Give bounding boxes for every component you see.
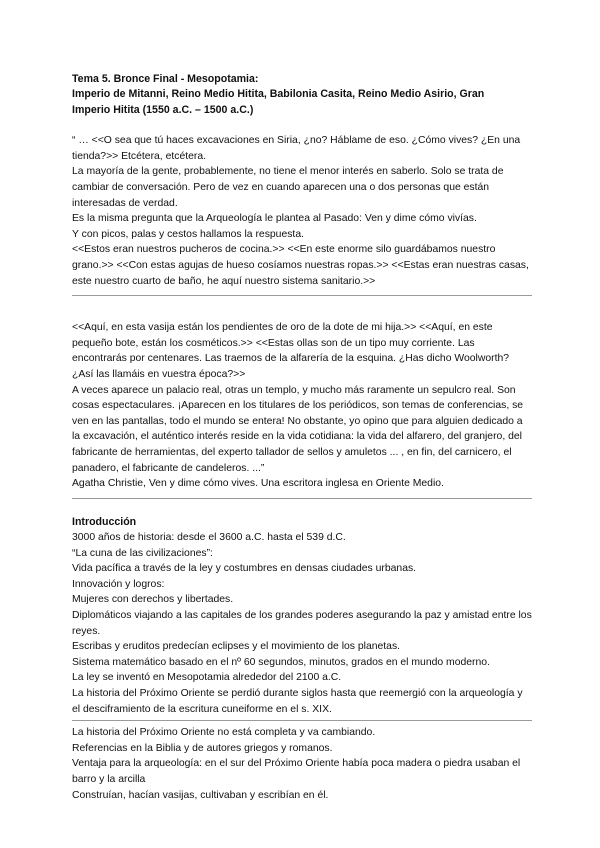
paragraph: Y con picos, palas y cestos hallamos la respuesta. <box>72 228 304 240</box>
intro-line: “La cuna de las civilizaciones”: <box>72 547 213 559</box>
intro-line: Innovación y logros: <box>72 578 165 590</box>
document-title <box>72 72 532 118</box>
paragraph: A veces aparece un palacio real, otras un templo, y mucho más raramente un sepulcro real. Son cosas espectaculares. ¡Aparecen en los titulares de los periódicos, son temas de conferencias, se ven en las pantallas, todo el mundo se entera! No obstante, yo opino que para alguien dedicado a la excavación, el auténtico interés reside en la vida cotidiana: la vida del alfarero, del granjero, del fabricante de herramientas, del experto tallador de sellos y amuletos ... , en fin, del carnicero, el panadero, el fabricante de candeleros. ...” <box>72 384 524 474</box>
horizontal-rule <box>72 498 532 499</box>
quote-section-2 <box>72 320 532 492</box>
intro-line: 3000 años de historia: desde el 3600 a.C. hasta el 539 d.C. <box>72 532 346 544</box>
paragraph: Es la misma pregunta que la Arqueología le plantea al Pasado: Ven y dime cómo vivías. <box>72 213 477 225</box>
paragraph: <<Estos eran nuestros pucheros de cocina.>> <<En este enorme silo guardábamos nuestro grano.>> <<Con estas agujas de hueso cosíamos nuestras ropas.>> <<Estas eran nuestras casas, este nuestro cuarto de baño, he aquí nuestro sistema sanitario.>> <box>72 244 529 287</box>
horizontal-rule <box>72 720 532 721</box>
intro-line: Escribas y eruditos predecían eclipses y el movimiento de los planetas. <box>72 641 401 653</box>
quote-attribution: Agatha Christie, Ven y dime cómo vives. Una escritora inglesa en Oriente Medio. <box>72 478 444 490</box>
history-line: Referencias en la Biblia y de autores griegos y romanos. <box>72 742 333 754</box>
paragraph: “ … <<O sea que tú haces excavaciones en Siria, ¿no? Háblame de eso. ¿Cómo vives? ¿En una tienda?>> Etcétera, etcétera. <box>72 135 521 162</box>
intro-line: Vida pacífica a través de la ley y costumbres en densas ciudades urbanas. <box>72 563 417 575</box>
document-page <box>72 72 532 803</box>
intro-line: La ley se inventó en Mesopotamia alrededor del 2100 a.C. <box>72 672 342 684</box>
title-line: Imperio Hitita (1550 a.C. – 1500 a.C.) <box>72 103 254 116</box>
history-line: Ventaja para la arqueología: en el sur del Próximo Oriente había poca madera o piedra usaban el barro y la arcilla <box>72 758 521 785</box>
section-heading: Introducción <box>72 515 137 528</box>
intro-section <box>72 515 532 718</box>
intro-line: Mujeres con derechos y libertades. <box>72 594 234 606</box>
horizontal-rule <box>72 295 532 296</box>
intro-line: Diplomáticos viajando a las capitales de los grandes poderes asegurando la paz y amistad entre los reyes. <box>72 610 532 637</box>
history-section <box>72 725 532 803</box>
title-line: Imperio de Mitanni, Reino Medio Hitita, Babilonia Casita, Reino Medio Asirio, Gran <box>72 88 485 101</box>
intro-line: La historia del Próximo Oriente se perdió durante siglos hasta que reemergió con la arqueología y el desciframiento de la escritura cuneiforme en el s. XIX. <box>72 688 523 715</box>
title-line: Tema 5. Bronce Final - Mesopotamia: <box>72 73 259 85</box>
history-line: Construían, hacían vasijas, cultivaban y escribían en él. <box>72 789 329 801</box>
intro-line: Sistema matemático basado en el nº 60 segundos, minutos, grados en el mundo moderno. <box>72 656 490 668</box>
history-line: La historia del Próximo Oriente no está completa y va cambiando. <box>72 727 376 739</box>
quote-section-1 <box>72 133 532 289</box>
paragraph: <<Aquí, en esta vasija están los pendientes de oro de la dote de mi hija.>> <<Aquí, en este pequeño bote, están los cosméticos.>> <<Estas ollas son de un tipo muy corriente. Las encontrarás por centenares. Las traemos de la alfarería de la esquina. ¿Has dicho Woolworth? ¿Así las llamáis en vuestra época?>> <box>72 322 510 380</box>
paragraph: La mayoría de la gente, probablemente, no tiene el menor interés en saberlo. Solo se trata de cambiar de conversación. Pero de vez en cuando aparecen una o dos personas que están interesadas de verdad. <box>72 166 504 209</box>
